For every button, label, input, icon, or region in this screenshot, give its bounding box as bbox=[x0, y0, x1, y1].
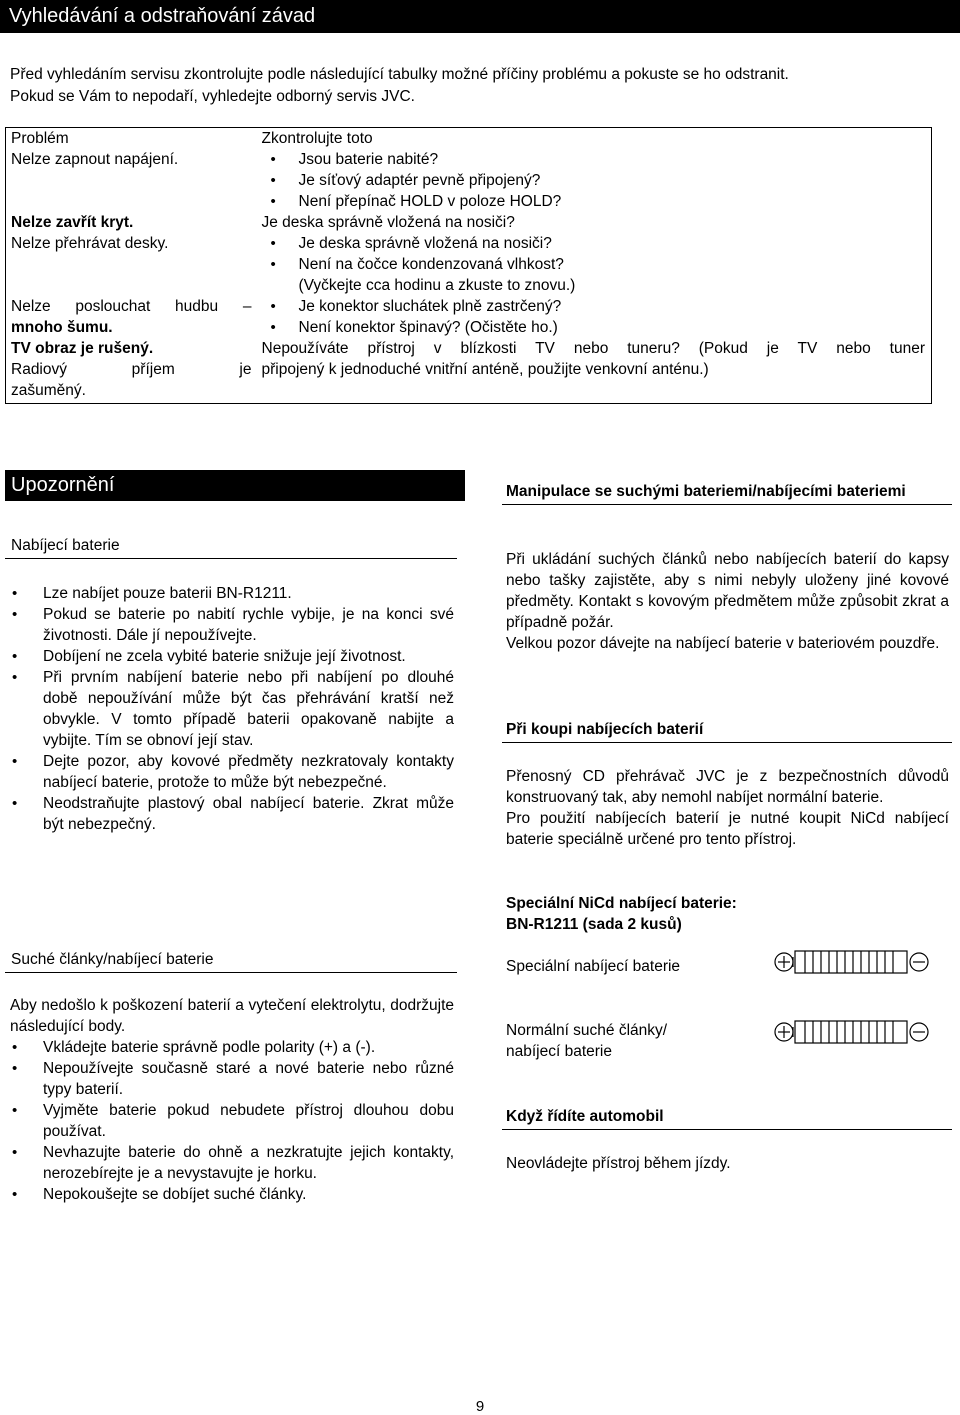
check-note: (Vyčkejte cca hodinu a zkuste to znovu.) bbox=[298, 277, 576, 294]
table-row bbox=[6, 296, 932, 338]
problem-cell: Nelze zapnout napájení. bbox=[11, 151, 179, 168]
special-battery-heading bbox=[506, 893, 949, 935]
special-battery-icon bbox=[772, 948, 934, 976]
handling-text bbox=[506, 549, 949, 654]
check-item: • Je konektor sluchátek plně zastrčený? bbox=[262, 296, 926, 317]
intro-line-1: Před vyhledáním servisu zkontrolujte podle následující tabulky možné příčiny problému a pokuste se ho odstranit. bbox=[10, 66, 789, 83]
battery-label-special: Speciální nabíjecí baterie bbox=[506, 958, 681, 975]
subheading-dry-cells: Suché články/nabíjecí baterie bbox=[5, 950, 457, 973]
section-title-warnings: Upozornění bbox=[5, 470, 465, 501]
list-item: • Vyjměte baterie pokud nebudete přístroj dlouhou dobu používat. bbox=[10, 1100, 454, 1142]
dry-cells-list bbox=[10, 1037, 454, 1205]
subheading-handling: Manipulace se suchými bateriemi/nabíjecími bateriemi bbox=[502, 482, 952, 505]
battery-label-normal-line-1: Normální suché články/ bbox=[506, 1022, 668, 1039]
list-item: • Vkládejte baterie správně podle polarity (+) a (-). bbox=[10, 1037, 454, 1058]
page-title: Vyhledávání a odstraňování závad bbox=[0, 0, 960, 33]
column-header-problem: Problém bbox=[11, 130, 69, 147]
list-item: • Při prvním nabíjení baterie nebo při nabíjení po dlouhé době nepoužívání může být čas přehrávání kratší než obvykle. V tomto případě baterii opakovaně nabijte a vybijte. Tím se obnoví její stav. bbox=[10, 667, 454, 751]
intro-text bbox=[10, 64, 950, 108]
list-item: • Pokud se baterie po nabití rychle vybije, je na konci své životnosti. Dále jí nepoužívejte. bbox=[10, 604, 454, 646]
page-number: 9 bbox=[475, 1398, 485, 1415]
column-header-check: Zkontrolujte toto bbox=[261, 130, 373, 147]
list-item: • Dobíjení ne zcela vybité baterie snižuje její životnost. bbox=[10, 646, 454, 667]
battery-label-normal bbox=[506, 1020, 667, 1062]
battery-label-normal-line-2: nabíjecí baterie bbox=[506, 1043, 612, 1060]
problem-cell-line: zašuměný. bbox=[11, 382, 86, 399]
troubleshooting-table bbox=[5, 127, 932, 404]
normal-battery-icon bbox=[772, 1018, 934, 1046]
subheading-buying: Při koupi nabíjecích baterií bbox=[502, 720, 952, 743]
table-row bbox=[6, 233, 932, 296]
list-item: • Neodstraňujte plastový obal nabíjecí baterie. Zkrat může být nebezpečný. bbox=[10, 793, 454, 835]
check-list bbox=[262, 149, 926, 212]
list-item: • Dejte pozor, aby kovové předměty nezkratovaly kontakty nabíjecí baterie, protože to může být nebezpečné. bbox=[10, 751, 454, 793]
check-item: • Jsou baterie nabité? bbox=[262, 149, 926, 170]
special-battery-line-2: BN-R1211 (sada 2 kusů) bbox=[506, 916, 682, 933]
problem-cell-line: Nelze poslouchat hudbu – bbox=[11, 298, 252, 315]
check-item: • Je síťový adaptér pevně připojený? bbox=[262, 170, 926, 191]
check-item: • Není konektor špinavý? (Očistěte ho.) bbox=[262, 317, 926, 338]
check-list bbox=[262, 296, 926, 338]
table-header-row bbox=[6, 128, 932, 150]
list-item: • Nevhazujte baterie do ohně a nezkratujte jejich kontakty, nerozebírejte je a nevystavujte je horku. bbox=[10, 1142, 454, 1184]
list-item: • Nepokoušejte se dobíjet suché články. bbox=[10, 1184, 454, 1205]
list-item: • Nepoužívejte současně staré a nové baterie nebo různé typy baterií. bbox=[10, 1058, 454, 1100]
table-row bbox=[6, 149, 932, 212]
buying-text bbox=[506, 766, 949, 850]
list-item: • Lze nabíjet pouze baterii BN-R1211. bbox=[10, 583, 454, 604]
dry-cells-block bbox=[10, 995, 454, 1205]
intro-line-2: Pokud se Vám to nepodaří, vyhledejte odborný servis JVC. bbox=[10, 88, 415, 105]
check-item: Je deska správně vložená na nosiči? bbox=[261, 214, 515, 231]
check-item: • Je deska správně vložená na nosiči? bbox=[262, 233, 926, 254]
rechargeable-list bbox=[10, 583, 454, 835]
check-item: • Není na čočce kondenzovaná vlhkost? bbox=[262, 254, 926, 275]
handling-paragraph: Při ukládání suchých článků nebo nabíjecích baterií do kapsy nebo tašky zajistěte, aby s nimi nebyly uloženy jiné kovové předměty. Kontakt s kovovým předmětem může způsobit zkrat a případně požár. bbox=[506, 551, 949, 631]
table-row bbox=[6, 212, 932, 233]
table-row bbox=[6, 338, 932, 404]
dry-cells-intro: Aby nedošlo k poškození baterií a vytečení elektrolytu, dodržujte následující body. bbox=[10, 997, 454, 1035]
problem-cell-line: mnoho šumu. bbox=[11, 319, 113, 336]
problem-cell-line: TV obraz je rušený. bbox=[11, 340, 154, 357]
special-battery-line-1: Speciální NiCd nabíjecí baterie: bbox=[506, 895, 737, 912]
handling-paragraph-2: Velkou pozor dávejte na nabíjecí baterie v bateriovém pouzdře. bbox=[506, 635, 940, 652]
problem-cell: Nelze přehrávat desky. bbox=[11, 235, 169, 252]
buying-paragraph: Přenosný CD přehrávač JVC je z bezpečnostních důvodů konstruovaný tak, aby nemohl nabíjet normální baterie. bbox=[506, 768, 949, 806]
check-list bbox=[262, 233, 926, 275]
check-item: • Není přepínač HOLD v poloze HOLD? bbox=[262, 191, 926, 212]
buying-paragraph-2: Pro použití nabíjecích baterií je nutné koupit NiCd nabíjecí baterie speciálně určené pro tento přístroj. bbox=[506, 810, 949, 848]
subheading-rechargeable: Nabíjecí baterie bbox=[5, 536, 457, 559]
subheading-driving: Když řídíte automobil bbox=[502, 1107, 952, 1130]
problem-cell-line: Radiový příjem je bbox=[11, 361, 252, 378]
check-line: připojený k jednoduché vnitřní anténě, použijte venkovní anténu.) bbox=[261, 361, 709, 378]
problem-cell: Nelze zavřít kryt. bbox=[11, 214, 134, 231]
check-line: Nepoužíváte přístroj v blízkosti TV nebo tuneru? (Pokud je TV nebo tuner bbox=[261, 340, 925, 357]
driving-text: Neovládejte přístroj během jízdy. bbox=[506, 1155, 731, 1172]
